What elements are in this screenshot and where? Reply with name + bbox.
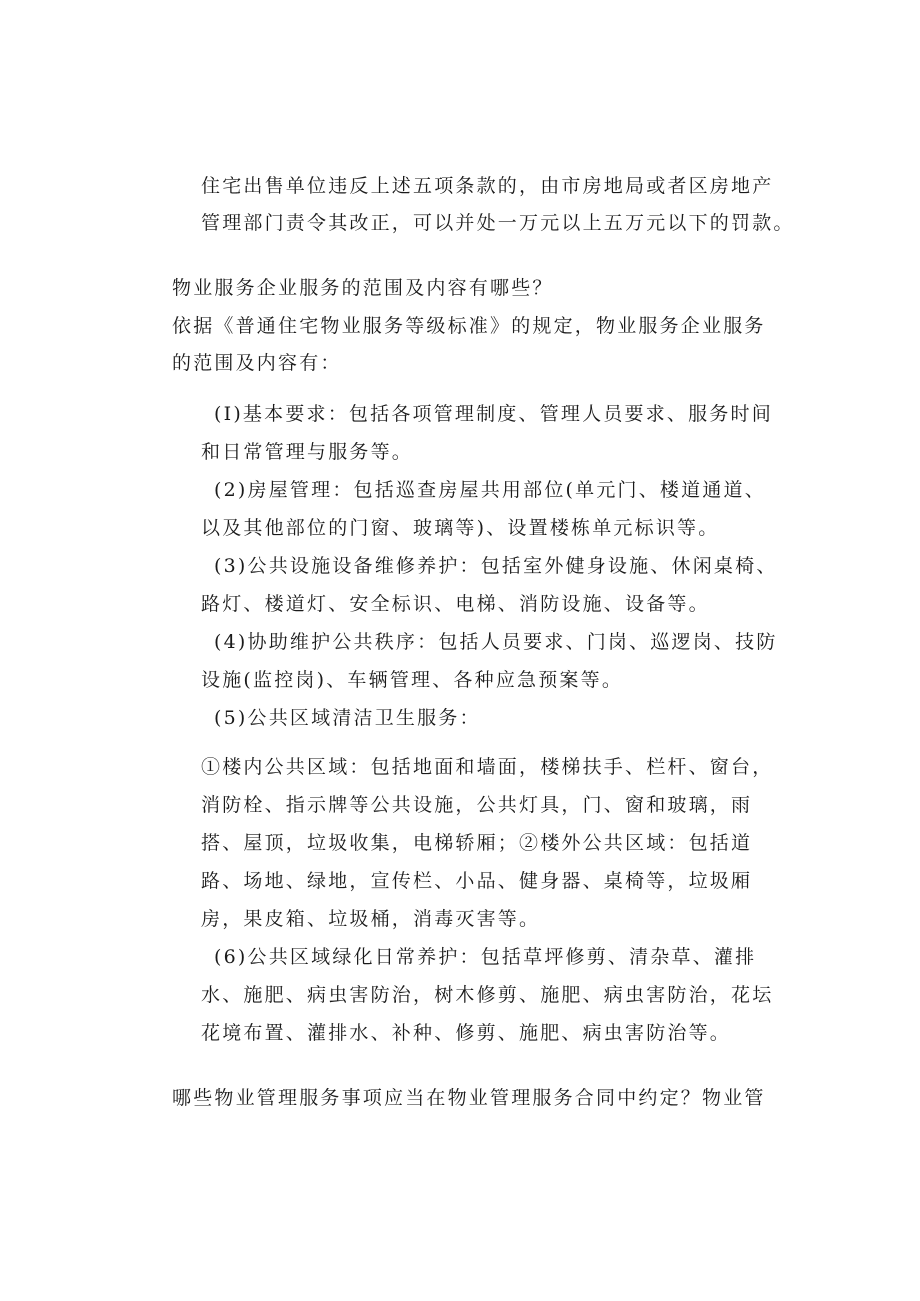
- list-item-line: 以及其他部位的门窗、玻璃等)、设置楼栋单元标识等。: [201, 517, 720, 539]
- paragraph-line: 房，果皮箱、垃圾桶，消毒灭害等。: [201, 908, 541, 930]
- paragraph-line: 的范围及内容有：: [172, 352, 342, 374]
- list-item-line: (3)公共设施设备维修养护：包括室外健身设施、休闲桌椅、: [214, 555, 778, 577]
- question-heading: 物业服务企业服务的范围及内容有哪些？: [172, 277, 554, 299]
- list-item-line: 花境布置、灌排水、补种、修剪、施肥、病虫害防治等。: [201, 1022, 732, 1044]
- question-heading: 哪些物业管理服务事项应当在物业管理服务合同中约定？物业管: [172, 1087, 766, 1109]
- list-item-line: (4)协助维护公共秩序：包括人员要求、门岗、巡逻岗、技防: [214, 631, 778, 653]
- list-item-line: 水、施肥、病虫害防治，树木修剪、施肥、病虫害防治，花坛: [201, 984, 774, 1006]
- list-item-line: (2)房屋管理：包括巡查房屋共用部位(单元门、楼道通道、: [214, 479, 766, 501]
- list-item-line: 和日常管理与服务等。: [201, 441, 414, 463]
- paragraph-line: 搭、屋顶，垃圾收集，电梯轿厢；②楼外公共区域：包括道: [201, 832, 753, 854]
- list-item-line: (6)公共区域绿化日常养护：包括草坪修剪、清杂草、灌排: [214, 946, 757, 968]
- list-item-line: 路灯、楼道灯、安全标识、电梯、消防设施、设备等。: [201, 593, 710, 615]
- list-item-line: 设施(监控岗)、车辆管理、各种应急预案等。: [201, 669, 624, 691]
- paragraph-line: 住宅出售单位违反上述五项条款的，由市房地局或者区房地产: [201, 175, 774, 197]
- paragraph-line: 消防栓、指示牌等公共设施，公共灯具，门、窗和玻璃，雨: [201, 794, 753, 816]
- paragraph-line: ①楼内公共区域：包括地面和墙面，楼梯扶手、栏杆、窗台，: [201, 756, 774, 778]
- paragraph-line: 管理部门责令其改正，可以并处一万元以上五万元以下的罚款。: [201, 212, 795, 234]
- list-item-line: (5)公共区域清洁卫生服务：: [214, 707, 481, 729]
- paragraph-line: 路、场地、绿地，宣传栏、小品、健身器、桌椅等，垃圾厢: [201, 870, 753, 892]
- list-item-line: (I)基本要求：包括各项管理制度、管理人员要求、服务时间: [214, 403, 773, 425]
- paragraph-line: 依据《普通住宅物业服务等级标准》的规定，物业服务企业服务: [172, 315, 766, 337]
